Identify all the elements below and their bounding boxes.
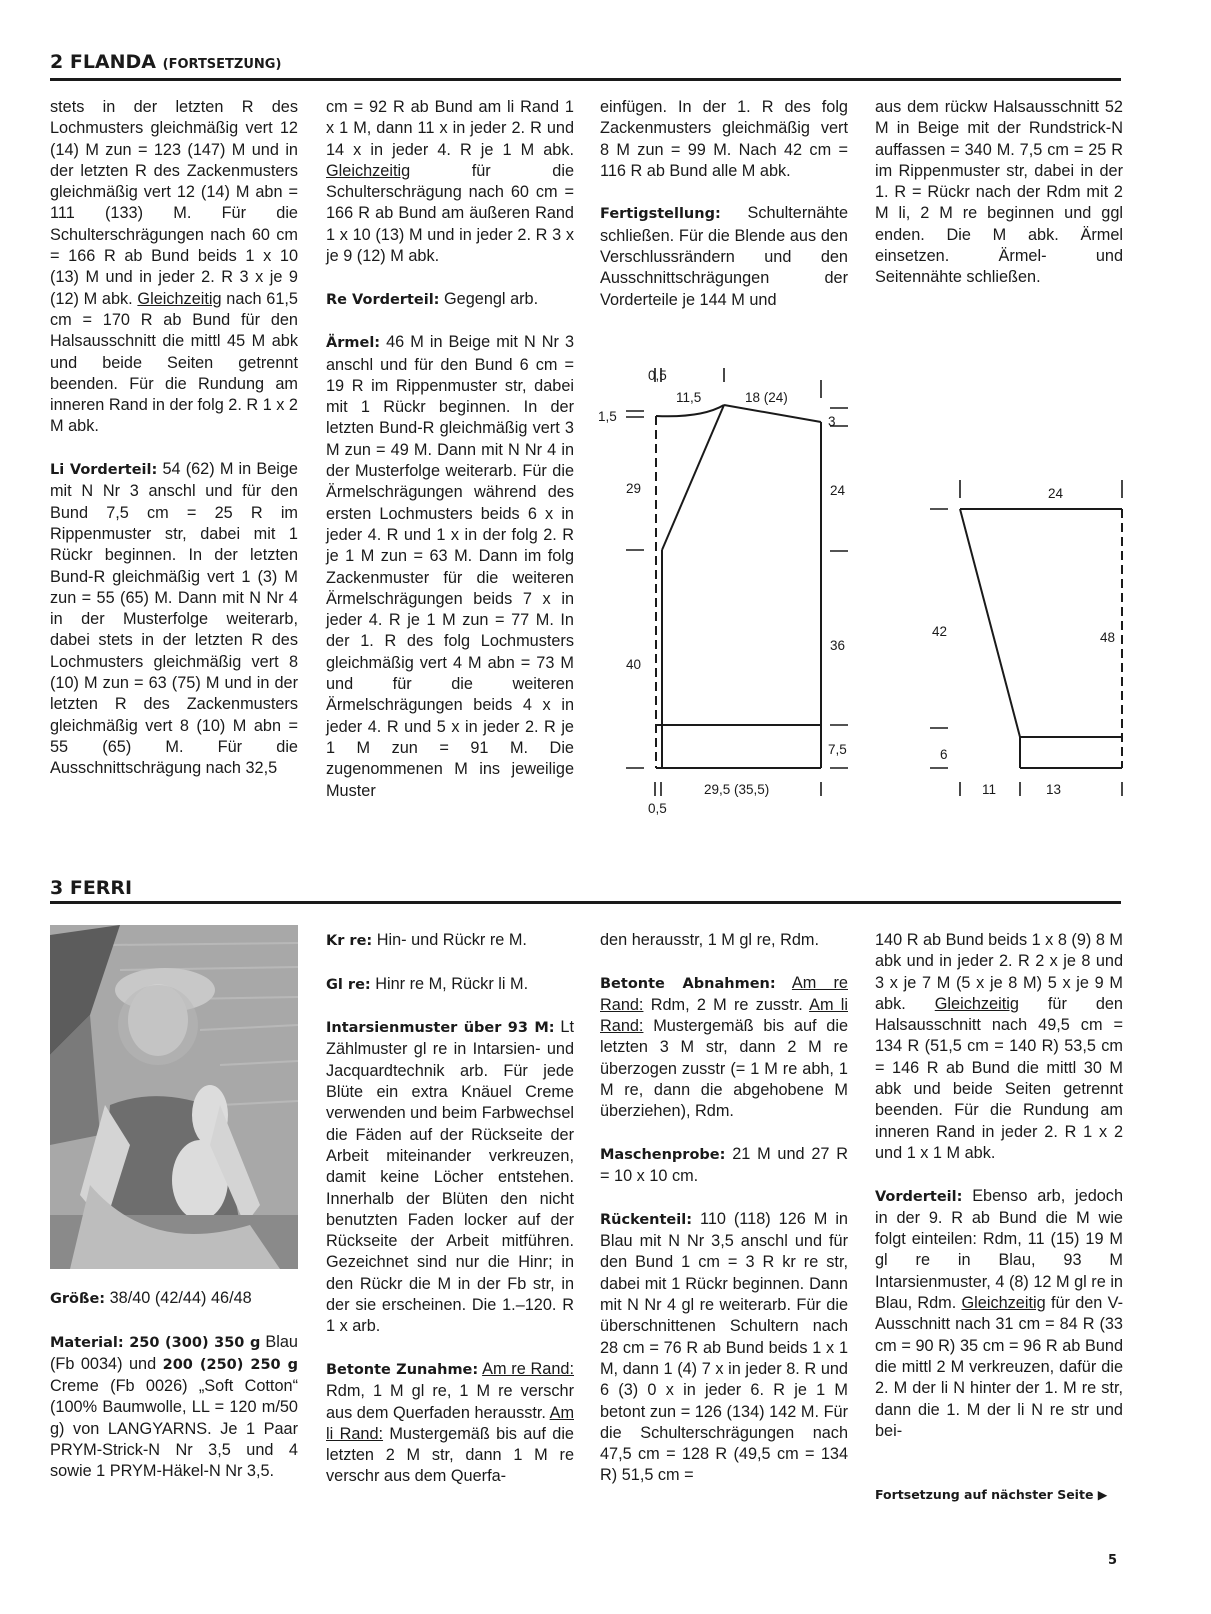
- label-shoulder-width: 18 (24): [745, 390, 788, 405]
- label-neck-width: 11,5: [676, 390, 702, 405]
- model-photo: [50, 925, 298, 1269]
- paragraph-rueckenteil-cont: stets in der letzten R des Lochmusters gleichmäßig vert 12 (14) M zun = 123 (147) M und in der letzten R des Zackenmusters gleichmäßig vert 12 (14) M abn = 111 (133) M. Für die Schulterschrägungen nach 60 cm = 166 R ab Bund beids 1 x 10 (13) M und in jeder 2. R 3 x je 9 (12) M abk. Gleichzeitig nach 61,5 cm = 170 R ab Bund für den Halsausschnitt die mittl 45 M abk und beide Seiten getrennt beenden. Für die Rundung am inneren Rand in der folg 2. R 1 x 2 M abk.: [50, 98, 298, 436]
- paragraph-aermel: Ärmel: 46 M in Beige mit N Nr 3 anschl und für den Bund 6 cm = 19 R im Rippenmuster str, dabei mit 1 Rückr beginnen. In der letzten Bund-R gleichmäßig vert 3 M zun = 49 M. Dann mit N Nr 4 in der Musterfolge weiterarb. Für die Ärmelschrägungen während des ersten Lochmusters beids 6 x in jeder 4. R und 1 x in der folg 2. R je 1 M zun = 63 M. Dann im folg Zackenmuster für die weiteren Ärmelschrägungen beids 7 x in jeder 4. R je 1 M zun = 77 M. In der 1. R des folg Lochmusters gleichmäßig vert 4 M abn = 73 M und für die weiteren Ärmelschrägungen beids 4 x in jeder 4. R und 5 x in jeder 2. R je 1 M zun = 91 M. Die zugenommenen M ins jeweilige Muster: [326, 333, 574, 800]
- paragraph-vorderteil: Vorderteil: Ebenso arb, jedoch in der 9. R ab Bund die M wie folgt einteilen: Rdm, 11 (15) 19 M gl re in Blau, 93 M Intarsienmuster, 4 (8) 12 M gl re in Blau, Rdm. Gleichzeitig für den V-Ausschnitt nach 31 cm = 84 R (33 cm = 90 R) 35 cm = 96 R ab Bund die mittl 2 M verkreuzen, dafür die 2. M der li N hinter der 1. M re str, dann die 1. M der li N re str und bei-: [875, 1186, 1123, 1440]
- label-v-neck-height: 29: [626, 481, 642, 496]
- emphasis-gleichzeitig: Gleichzeitig: [326, 161, 411, 180]
- paragraph-li-vorderteil-cont: cm = 92 R ab Bund am li Rand 1 x 1 M, dann 11 x in jeder 2. R und 14 x in jeder 4. R je 1 M abk. Gleichzeitig für die Schulterschrägung nach 60 cm = 166 R ab Bund am äußeren Rand 1 x 10 (13) M und in jeder 2. R 3 x je 9 (12) M abk.: [326, 98, 574, 266]
- paragraph-groesse: Größe: 38/40 (42/44) 46/48: [50, 1289, 252, 1307]
- paragraph-glatt-rechts: Gl re: Hinr re M, Rückr li M.: [326, 974, 529, 993]
- label-kr-re: Kr re:: [326, 933, 373, 949]
- label-material: Material: 250 (300) 350 g: [50, 1334, 261, 1351]
- label-maschenprobe: Maschenprobe:: [600, 1146, 726, 1163]
- flanda-column-4: [875, 97, 1123, 289]
- label-fertigstellung: Fertigstellung:: [600, 206, 721, 223]
- page-number: 5: [1108, 1553, 1118, 1568]
- ferri-column-1: [50, 1288, 298, 1483]
- ferri-column-2: [326, 930, 574, 1488]
- emphasis-gleichzeitig: Gleichzeitig: [934, 994, 1019, 1013]
- paragraph-betonte-zunahme: Betonte Zunahme: Am re Rand: Rdm, 1 M gl re, 1 M re verschr aus dem Querfaden herausstr. Am li Rand: Mustergemäß bis auf die letzten 2 M str, dann 1 M re verschr aus dem Querfa-: [326, 1359, 574, 1486]
- label-sleeve-left-height: 42: [932, 624, 948, 639]
- label-betonte-zunahme: Betonte Zunahme:: [326, 1361, 479, 1378]
- emphasis-gleichzeitig: Gleichzeitig: [961, 1294, 1046, 1313]
- label-betonte-abnahmen: Betonte Abnahmen:: [600, 975, 776, 992]
- paragraph-rueckenteil-cont: 140 R ab Bund beids 1 x 8 (9) 8 M abk und in jeder 2. R 2 x je 8 und 3 x je 7 M (5 x je 8 M) 5 x je 9 M abk. Gleichzeitig für den Halsausschnitt nach 49,5 cm = 134 R (51,5 cm = 140 R) 53,5 cm = 146 R ab Bund die mittl 30 M abk und beide Seiten getrennt beenden. Für die Rundung am inneren Rand in jeder 2. R 1 x 2 und 1 x 1 M abk.: [875, 931, 1123, 1162]
- label-sleeve-right-height: 48: [1100, 630, 1116, 645]
- flanda-column-2: [326, 97, 574, 802]
- label-rib-height: 7,5: [828, 742, 847, 757]
- section-title-ferri: [50, 876, 1121, 904]
- label-gl-re: Gl re:: [326, 976, 371, 993]
- label-groesse: Größe:: [50, 1291, 106, 1307]
- front-piece-schematic: [592, 360, 862, 820]
- label-li-vorderteil: Li Vorderteil:: [50, 462, 158, 479]
- ferri-column-4: [875, 930, 1123, 1442]
- paragraph-re-vorderteil: Re Vorderteil: Gegengl arb.: [326, 289, 539, 308]
- label-bottom-left: 11: [982, 782, 997, 797]
- label-body-right: 36: [830, 638, 846, 653]
- section-title-text: 2 FLANDA: [50, 51, 157, 73]
- paragraph-betonte-abnahmen: Betonte Abnahmen: Am re Rand: Rdm, 2 M re zusstr. Am li Rand: Mustergemäß bis auf die letzten 3 M str, dann 2 M re überzogen zusstr (= 1 M re abh, 1 M re, dann die abgehobene M überziehen), Rdm.: [600, 973, 848, 1121]
- label-bottom-right: 13: [1046, 782, 1062, 797]
- label-bottom-width: 29,5 (35,5): [704, 782, 770, 797]
- paragraph-kraus-rechts: Kr re: Hin- und Rückr re M.: [326, 931, 527, 949]
- label-armhole-height: 24: [830, 483, 846, 498]
- paragraph-material: Material: 250 (300) 350 g Blau (Fb 0034) und 200 (250) 250 g Creme (Fb 0026) „Soft Cotton“ (100% Baumwolle, LL = 120 m/50 g) von LANGYARNS. Je 1 Paar PRYM-Strick-N Nr 3,5 und 4 sowie 1 PRYM-Häkel-N Nr 3,5.: [50, 1332, 298, 1481]
- label-top-gap: 0,5: [648, 368, 667, 383]
- paragraph-zunahme-cont: den herausstr, 1 M gl re, Rdm.: [600, 931, 819, 949]
- label-cuff-height: 6: [940, 747, 948, 762]
- paragraph-rueckenteil: Rückenteil: 110 (118) 126 M in Blau mit N Nr 3,5 anschl und für den Bund 1 cm = 3 R kr re str, dabei mit 1 Rückr beginnen. Dann mit N Nr 4 gl re weiterarb. Für die überschnittenen Schultern nach 28 cm = 76 R ab Bund beids 1 x 1 M, dann 1 (4) 7 x in jeder 8. R und 6 (3) 0 x in jeder 6. R je 1 M betont zun = 126 (134) 142 M. Für die Schulterschrägungen nach 47,5 cm = 128 R (49,5 cm = 134 R) 51,5 cm =: [600, 1209, 848, 1485]
- paragraph-intarsienmuster: Intarsienmuster über 93 M: Lt Zählmuster gl re in Intarsien- und Jacquardtechnik arb. Für jede Blüte ein extra Knäuel Creme verwenden und beim Farbwechsel die Fäden auf der Rückseite der Arbeit miteinander verkreuzen, damit keine Löcher entstehen. Innerhalb der Blüten den nicht benutzten Faden locker auf der Rückseite der Arbeit mitführen. Gezeichnet sind nur die Hinr; in den Rückr die M in der Fb str, in der sie erscheinen. Die 1.–120. R 1 x arb.: [326, 1018, 574, 1336]
- paragraph-li-vorderteil: Li Vorderteil: 54 (62) M in Beige mit N Nr 3 anschl und für den Bund 7,5 cm = 25 R im Rippenmuster str, dabei mit 1 Rückr beginnen. In der letzten Bund-R gleichmäßig vert 1 (3) M zun = 55 (65) M. Dann mit N Nr 4 in der Musterfolge weiterarb, dabei stets in der letzten R des Lochmusters gleichmäßig vert 8 (10) M zun = 63 (75) M und in der letzten R des Zackenmusters gleichmäßig vert 8 (10) M abn = 55 (65) M. Für die Ausschnittschrägung nach 32,5: [50, 460, 298, 778]
- paragraph-aermel-cont: einfügen. In der 1. R des folg Zackenmusters gleichmäßig vert 8 M zun = 99 M. Nach 42 cm = 116 R ab Bund alle M abk.: [600, 98, 848, 180]
- label-intarsienmuster: Intarsienmuster über 93 M:: [326, 1020, 555, 1037]
- label-neck-drop: 1,5: [598, 409, 617, 424]
- section-subtitle: (FORTSETZUNG): [162, 57, 282, 72]
- label-vorderteil: Vorderteil:: [875, 1188, 963, 1205]
- emphasis-gleichzeitig: Gleichzeitig: [137, 289, 222, 308]
- label-re-vorderteil: Re Vorderteil:: [326, 291, 440, 308]
- flanda-column-3: [600, 97, 848, 311]
- paragraph-fertigstellung: Fertigstellung: Schulternähte schließen. Für die Blende aus den Verschlussrändern und den Ausschnittschrägungen der Vorderteile je 144 M und: [600, 204, 848, 309]
- label-shoulder-slope: 3: [828, 414, 836, 429]
- section-title-text: 3 FERRI: [50, 877, 133, 899]
- section-title-flanda: [50, 50, 1121, 81]
- label-bottom-gap: 0,5: [648, 801, 667, 816]
- label-sleeve-top-width: 24: [1048, 486, 1064, 501]
- continue-next-page-link[interactable]: Fortsetzung auf nächster Seite ▶: [875, 1487, 1108, 1502]
- paragraph-fertigstellung-cont: aus dem rückw Halsausschnitt 52 M in Beige mit der Rundstrick-N auffassen = 340 M. 7,5 cm = 25 R im Rippenmuster str, dabei in der 1. R = Rückr nach der Rdm mit 2 M li, 2 M re beginnen und ggl enden. Die M abk. Ärmel einsetzen. Ärmel- und Seitennähte schließen.: [875, 98, 1123, 287]
- ferri-column-3: [600, 930, 848, 1487]
- paragraph-maschenprobe: Maschenprobe: 21 M und 27 R = 10 x 10 cm.: [600, 1144, 848, 1186]
- sleeve-schematic: [920, 470, 1130, 810]
- label-aermel: Ärmel:: [326, 335, 381, 352]
- flanda-column-1: [50, 97, 298, 780]
- label-rueckenteil: Rückenteil:: [600, 1211, 692, 1228]
- label-body-left: 40: [626, 657, 642, 672]
